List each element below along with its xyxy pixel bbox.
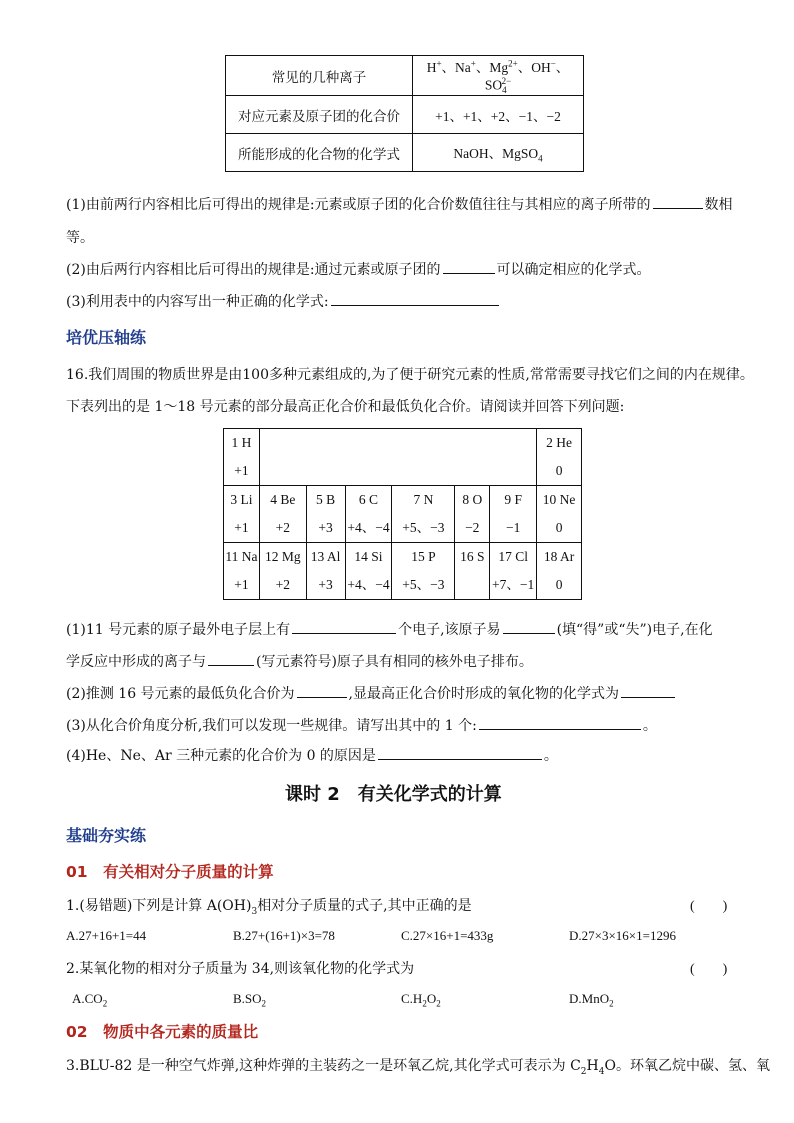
element-cell xyxy=(224,486,260,543)
topic-heading: 02 物质中各元素的质量比 xyxy=(66,1023,259,1041)
q16-part1-text: (1)11 号元素的原子最外电子层上有 xyxy=(66,622,291,638)
q16-part2-text: (2)推测 16 号元素的最低负化合价为 xyxy=(66,686,295,702)
option-c[interactable]: C.27×16+1=433g xyxy=(401,928,494,943)
element-valence: +3 xyxy=(318,577,333,592)
element-symbol: 12 Mg xyxy=(264,549,301,564)
q16-part1 xyxy=(66,619,713,639)
option-c[interactable] xyxy=(401,991,441,1009)
element-cell xyxy=(537,429,582,486)
option-text: A.CO xyxy=(72,991,103,1006)
q1-stem-text: 1.(易错题)下列是计算 A(OH) xyxy=(66,898,252,914)
element-valence: +5、−3 xyxy=(402,577,445,592)
table-row xyxy=(226,134,584,172)
option-text: O xyxy=(426,991,437,1006)
element-cell xyxy=(455,486,490,543)
lesson-title: 课时 2 有关化学式的计算 xyxy=(285,784,502,805)
q15-part2-text: (2)由后两行内容相比后可得出的规律是:通过元素或原子团的 xyxy=(66,262,441,278)
q15-part1-cont: 等。 xyxy=(66,230,94,246)
table-row xyxy=(226,56,584,96)
q16-part4-text: 。 xyxy=(543,748,558,764)
ion-table-label: 常见的几种离子 xyxy=(226,56,413,96)
element-symbol: 2 He xyxy=(546,435,573,450)
subscript: 2 xyxy=(580,1066,587,1077)
answer-blank[interactable] xyxy=(479,715,641,730)
element-symbol: 4 Be xyxy=(270,492,296,507)
element-valence-table xyxy=(223,428,582,600)
element-cell xyxy=(306,486,345,543)
q15-part2-text: 可以确定相应的化学式。 xyxy=(496,262,651,278)
element-valence: 0 xyxy=(555,463,563,478)
q15-part1 xyxy=(66,194,733,214)
q16-part3-text: 。 xyxy=(642,718,657,734)
element-cell xyxy=(490,486,537,543)
element-cell xyxy=(259,486,306,543)
element-symbol: 11 Na xyxy=(225,549,258,564)
element-cell xyxy=(259,543,306,600)
q16-part1-text: (填“得”或“失”)电子,在化 xyxy=(556,622,713,638)
q3-stem-text: 3.BLU-82 是一种空气炸弹,这种炸弹的主装药之一是环氧乙烷,其化学式可表示为 C xyxy=(66,1058,581,1074)
answer-parentheses[interactable]: ( ) xyxy=(690,962,728,977)
section-heading-basic: 基础夯实练 xyxy=(66,826,147,845)
topic-heading: 01 有关相对分子质量的计算 xyxy=(66,863,274,881)
answer-blank[interactable] xyxy=(297,683,347,698)
answer-blank[interactable] xyxy=(331,291,499,306)
q3-stem-text: H xyxy=(586,1058,599,1074)
option-b[interactable] xyxy=(233,991,266,1009)
element-cell xyxy=(392,486,455,543)
table-row xyxy=(226,96,584,134)
element-cell xyxy=(537,486,582,543)
q16-part2 xyxy=(66,683,677,703)
element-valence: +2 xyxy=(275,520,290,535)
answer-blank[interactable] xyxy=(653,194,703,209)
element-cell xyxy=(224,543,260,600)
element-cell xyxy=(306,543,345,600)
element-cell xyxy=(392,543,455,600)
element-cell xyxy=(224,429,260,486)
element-valence: +1 xyxy=(234,463,249,478)
q3-stem xyxy=(66,1055,770,1077)
option-d[interactable]: D.27×3×16×1=1296 xyxy=(569,928,676,943)
valence-list: +1、+1、+2、−1、−2 xyxy=(413,96,584,134)
answer-blank[interactable] xyxy=(621,683,675,698)
element-symbol: 3 Li xyxy=(230,492,253,507)
answer-blank[interactable] xyxy=(292,619,396,634)
element-symbol: 1 H xyxy=(231,435,252,450)
element-cell xyxy=(490,543,537,600)
q15-part1-text: (1)由前两行内容相比后可得出的规律是:元素或原子团的化合价数值往往与其相应的离子所带的 xyxy=(66,197,651,213)
answer-blank[interactable] xyxy=(208,651,254,666)
element-valence: +4、−4 xyxy=(347,520,390,535)
element-cell xyxy=(345,486,392,543)
compound-formulas: NaOH、MgSO$_4$ xyxy=(413,134,584,172)
element-valence-blank xyxy=(455,571,489,599)
element-symbol: 15 P xyxy=(411,549,436,564)
q16-part1-text: 学反应中形成的离子与 xyxy=(66,654,206,670)
answer-parentheses[interactable]: ( ) xyxy=(690,899,728,914)
element-valence: −2 xyxy=(465,520,480,535)
element-symbol: 7 N xyxy=(413,492,434,507)
q16-intro: 16.我们周围的物质世界是由100多种元素组成的,为了便于研究元素的性质,常常需要寻找它们之间的内在规律。 xyxy=(66,367,754,383)
q15-part1-text: 数相 xyxy=(704,197,733,213)
ion-table-label: 所能形成的化合物的化学式 xyxy=(226,134,413,172)
subscript: 2 xyxy=(422,998,427,1009)
q16-part1-cont xyxy=(66,651,533,671)
q16-part4 xyxy=(66,745,558,765)
element-valence: +4、−4 xyxy=(347,577,390,592)
element-cell xyxy=(537,543,582,600)
element-symbol: 13 Al xyxy=(310,549,341,564)
option-text: C.H xyxy=(401,991,423,1006)
q16-part2-text: ,显最高正化合价时形成的氧化物的化学式为 xyxy=(348,686,619,702)
q15-part2 xyxy=(66,259,651,279)
q16-part4-text: (4)He、Ne、Ar 三种元素的化合价为 0 的原因是 xyxy=(66,748,376,764)
table-row xyxy=(224,486,582,543)
q3-stem-text: O。环氧乙烷中碳、氢、氧 xyxy=(604,1058,770,1074)
q16-intro: 下表列出的是 1～18 号元素的部分最高正化合价和最低负化合价。请阅读并回答下列问题: xyxy=(66,399,625,415)
q2-stem: 2.某氧化物的相对分子质量为 34,则该氧化物的化学式为 xyxy=(66,961,415,977)
element-valence: +3 xyxy=(318,520,333,535)
table-row xyxy=(224,543,582,600)
answer-blank[interactable] xyxy=(443,259,495,274)
element-symbol: 10 Ne xyxy=(542,492,576,507)
subscript: 2 xyxy=(436,998,441,1009)
element-valence: +1 xyxy=(234,520,249,535)
q1-stem-text: 相对分子质量的式子,其中正确的是 xyxy=(257,898,472,914)
q1-stem xyxy=(66,895,472,917)
q16-part1-text: (写元素符号)原子具有相同的核外电子排布。 xyxy=(256,654,533,670)
empty-cell xyxy=(259,429,536,486)
element-valence: +7、−1 xyxy=(492,577,535,592)
element-valence: −1 xyxy=(505,520,521,535)
q16-part1-text: 个电子,该原子易 xyxy=(398,622,501,638)
option-a[interactable]: A.27+16+1=44 xyxy=(66,928,147,943)
q15-part3 xyxy=(66,291,501,311)
element-symbol: 14 Si xyxy=(354,549,383,564)
q15-part3-text: (3)利用表中的内容写出一种正确的化学式: xyxy=(66,294,329,310)
table-row xyxy=(224,429,582,486)
option-a[interactable] xyxy=(72,991,107,1009)
answer-blank[interactable] xyxy=(378,745,542,760)
subscript: 2 xyxy=(261,998,267,1009)
subscript: 2 xyxy=(102,998,108,1009)
element-symbol: 16 S xyxy=(460,549,485,564)
ion-table-label: 对应元素及原子团的化合价 xyxy=(226,96,413,134)
option-b[interactable]: B.27+(16+1)×3=78 xyxy=(233,928,335,943)
element-symbol: 17 Cl xyxy=(498,549,528,564)
q16-part3-text: (3)从化合价角度分析,我们可以发现一些规律。请写出其中的 1 个: xyxy=(66,718,477,734)
element-symbol: 18 Ar xyxy=(543,549,575,564)
element-valence: +5、−3 xyxy=(402,520,445,535)
element-symbol: 9 F xyxy=(504,492,522,507)
option-text: B.SO xyxy=(233,991,262,1006)
element-symbol: 8 O xyxy=(462,492,483,507)
option-text: D.MnO xyxy=(569,991,610,1006)
element-symbol: 6 C xyxy=(358,492,379,507)
element-cell xyxy=(345,543,392,600)
element-valence: +2 xyxy=(275,577,290,592)
subscript: 4 xyxy=(598,1066,605,1077)
ion-list: H+、Na+、$Mg^{2+}$、OH−、$SO_4^{2-}$ xyxy=(413,56,584,96)
section-heading-advanced: 培优压轴练 xyxy=(66,328,147,347)
ion-table xyxy=(225,55,584,172)
subscript: 2 xyxy=(609,998,614,1009)
q16-part3 xyxy=(66,715,657,735)
subscript: 3 xyxy=(251,906,258,917)
element-valence: 0 xyxy=(555,520,563,535)
element-cell xyxy=(455,543,490,600)
element-valence: 0 xyxy=(555,577,563,592)
answer-blank[interactable] xyxy=(503,619,555,634)
element-symbol: 5 B xyxy=(316,492,336,507)
element-valence: +1 xyxy=(234,577,249,592)
option-d[interactable] xyxy=(569,991,614,1009)
